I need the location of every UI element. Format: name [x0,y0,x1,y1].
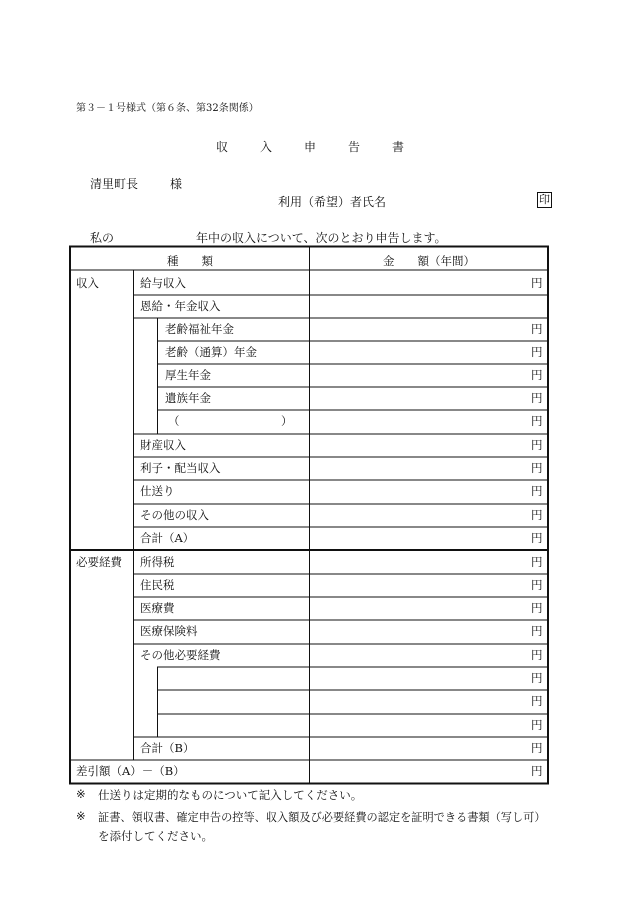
yen-unit: 円 [531,648,543,662]
yen-unit: 円 [531,345,543,359]
note-mark: ※ [76,787,86,801]
yen-unit: 円 [531,624,543,638]
row-resident-tax: 住民税 [140,578,175,592]
yen-unit: 円 [531,601,543,615]
pension-other-open: （ [168,414,180,428]
yen-unit: 円 [531,461,543,475]
row-pension-item: 厚生年金 [165,368,211,382]
row-pension-item: 老齢（通算）年金 [165,345,257,359]
yen-unit: 円 [531,531,543,545]
row-property: 財産収入 [140,438,186,452]
yen-unit: 円 [531,764,543,778]
row-other-expense: その他必要経費 [140,648,221,662]
recipient-name: 清里町長 [90,177,139,191]
header-amount: 金 額（年間） [383,254,475,268]
yen-unit: 円 [531,555,543,569]
yen-unit: 円 [531,508,543,522]
row-total-b: 合計（B） [140,741,195,755]
row-medical: 医療費 [140,601,175,615]
yen-unit: 円 [531,484,543,498]
document-title: 収 入 申 告 書 [215,140,414,154]
note-text: 仕送りは定期的なものについて記入してください。 [98,788,363,802]
yen-unit: 円 [531,694,543,708]
honorific: 様 [170,177,183,191]
yen-unit: 円 [531,276,543,290]
row-remittance: 仕送り [140,484,175,498]
pension-other-close: ） [281,414,293,428]
row-pension-item: 老齢福祉年金 [165,322,234,336]
row-pension: 恩給・年金収入 [140,299,221,313]
statement-text: 年中の収入について、次のとおり申告します。 [196,231,447,245]
row-interest: 利子・配当収入 [140,461,221,475]
yen-unit: 円 [531,578,543,592]
row-other-income: その他の収入 [140,508,209,522]
header-type: 種 類 [167,254,213,268]
row-income-tax: 所得税 [140,555,175,569]
statement-prefix: 私の [90,231,115,245]
row-total-a: 合計（A） [140,531,195,545]
yen-unit: 円 [531,322,543,336]
expense-group-label: 必要経費 [76,555,122,569]
seal-box: 印 [539,193,550,206]
yen-unit: 円 [531,414,543,428]
yen-unit: 円 [531,718,543,732]
row-pension-item: 遺族年金 [165,391,211,405]
applicant-label: 利用（希望）者氏名 [278,195,387,209]
note-text-continued: を添付してください。 [98,829,213,843]
yen-unit: 円 [531,741,543,755]
note-text: 証書、領収書、確定申告の控等、収入額及び必要経費の認定を証明できる書類（写し可） [98,811,546,824]
note-mark: ※ [76,809,86,823]
form-number: 第３－１号様式（第６条、第32条関係） [76,103,259,114]
row-insurance: 医療保険料 [140,624,198,638]
yen-unit: 円 [531,671,543,685]
income-group-label: 収入 [76,276,99,290]
yen-unit: 円 [531,438,543,452]
yen-unit: 円 [531,368,543,382]
row-salary: 給与収入 [140,276,186,290]
row-difference: 差引額（A）－（B） [76,764,185,778]
yen-unit: 円 [531,391,543,405]
